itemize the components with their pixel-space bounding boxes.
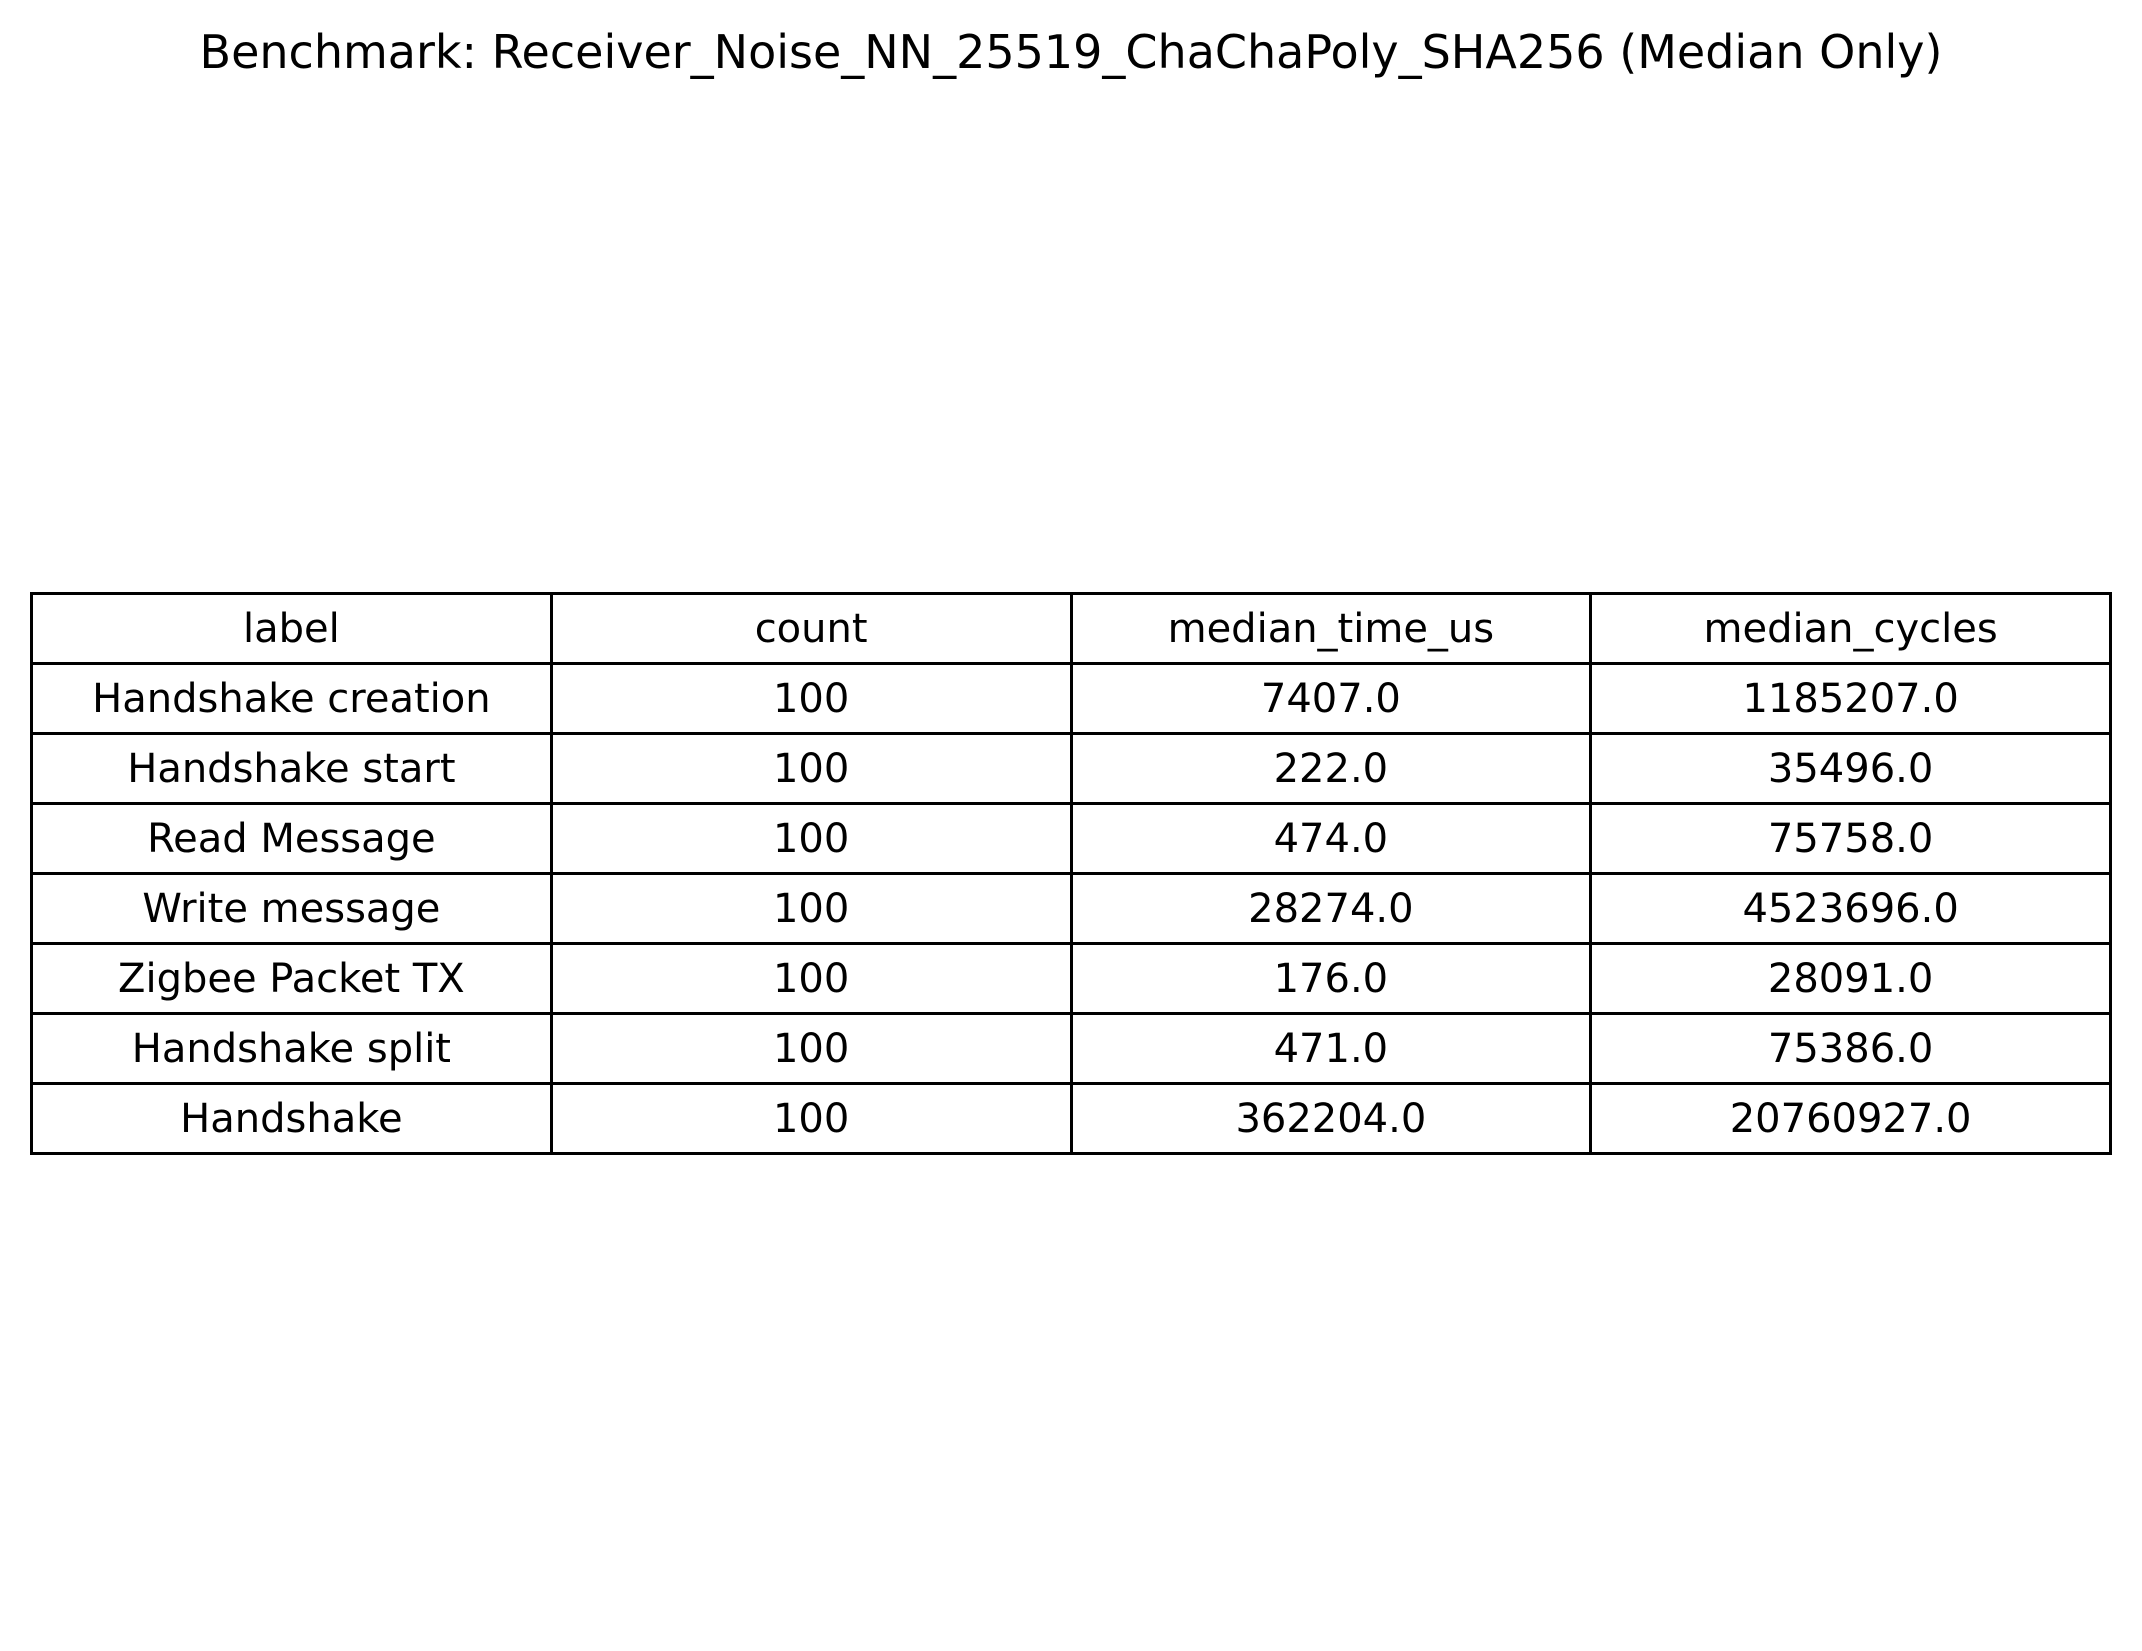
cell-count: 100 xyxy=(551,944,1071,1014)
benchmark-table xyxy=(30,592,2112,1155)
table-row xyxy=(32,1084,2111,1154)
cell-count: 100 xyxy=(551,874,1071,944)
cell-count: 100 xyxy=(551,1014,1071,1084)
table-row xyxy=(32,1014,2111,1084)
cell-median-cycles: 20760927.0 xyxy=(1591,1084,2111,1154)
column-header-label: label xyxy=(32,594,552,664)
cell-median-cycles: 28091.0 xyxy=(1591,944,2111,1014)
cell-median-time-us: 471.0 xyxy=(1071,1014,1591,1084)
cell-median-cycles: 35496.0 xyxy=(1591,734,2111,804)
table-row xyxy=(32,734,2111,804)
table-row xyxy=(32,804,2111,874)
cell-count: 100 xyxy=(551,804,1071,874)
cell-label: Handshake split xyxy=(32,1014,552,1084)
cell-label: Handshake start xyxy=(32,734,552,804)
cell-median-time-us: 474.0 xyxy=(1071,804,1591,874)
cell-median-cycles: 75758.0 xyxy=(1591,804,2111,874)
cell-count: 100 xyxy=(551,1084,1071,1154)
cell-median-time-us: 176.0 xyxy=(1071,944,1591,1014)
cell-label: Handshake xyxy=(32,1084,552,1154)
cell-median-cycles: 75386.0 xyxy=(1591,1014,2111,1084)
cell-median-cycles: 1185207.0 xyxy=(1591,664,2111,734)
column-header-count: count xyxy=(551,594,1071,664)
cell-count: 100 xyxy=(551,664,1071,734)
cell-median-time-us: 222.0 xyxy=(1071,734,1591,804)
cell-label: Write message xyxy=(32,874,552,944)
chart-title: Benchmark: Receiver_Noise_NN_25519_ChaChaPoly_SHA256 (Median Only) xyxy=(199,25,1943,79)
cell-label: Read Message xyxy=(32,804,552,874)
cell-median-cycles: 4523696.0 xyxy=(1591,874,2111,944)
cell-median-time-us: 28274.0 xyxy=(1071,874,1591,944)
table-header-row xyxy=(32,594,2111,664)
table-row xyxy=(32,874,2111,944)
column-header-median-cycles: median_cycles xyxy=(1591,594,2111,664)
cell-median-time-us: 7407.0 xyxy=(1071,664,1591,734)
cell-median-time-us: 362204.0 xyxy=(1071,1084,1591,1154)
table-row xyxy=(32,664,2111,734)
cell-label: Handshake creation xyxy=(32,664,552,734)
table-row xyxy=(32,944,2111,1014)
column-header-median-time-us: median_time_us xyxy=(1071,594,1591,664)
cell-label: Zigbee Packet TX xyxy=(32,944,552,1014)
cell-count: 100 xyxy=(551,734,1071,804)
